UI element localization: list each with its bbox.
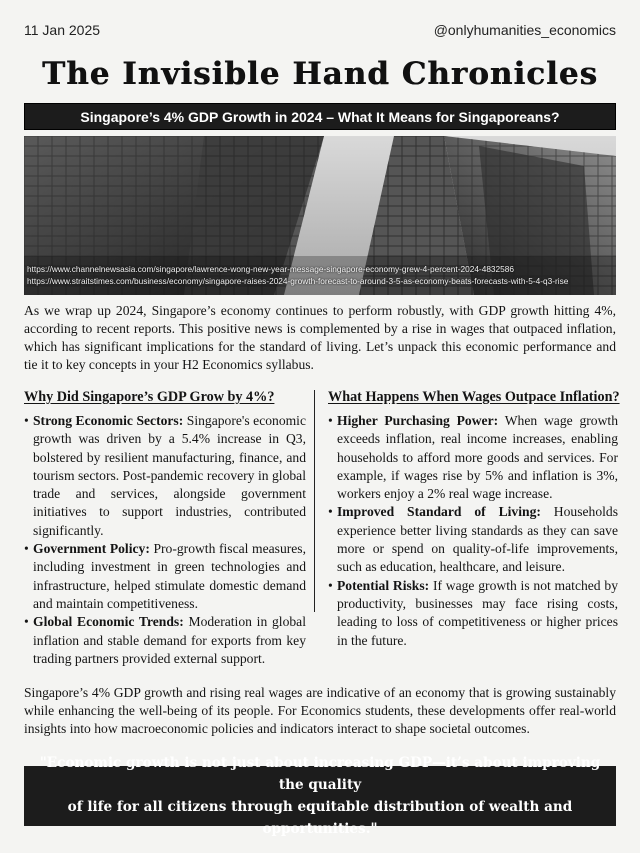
list-item-term: Global Economic Trends: [33, 614, 184, 630]
skyscraper-photo [24, 136, 616, 295]
list-item-term: Potential Risks: [337, 577, 430, 593]
post-date: 11 Jan 2025 [24, 22, 101, 38]
list-item [24, 412, 306, 540]
bullet-icon: • [328, 577, 333, 593]
right-column-list [328, 412, 618, 650]
list-item [24, 540, 306, 613]
bullet-icon: • [24, 614, 29, 630]
photo-credits [27, 263, 612, 287]
right-column [328, 384, 618, 650]
top-bar [24, 20, 616, 40]
photo-credit-link[interactable]: https://www.channelnewsasia.com/singapore/lawrence-wong-new-year-message-singapore-economy-grew-4-percent-2024-4832586 [27, 264, 515, 274]
bullet-icon: • [328, 413, 333, 428]
list-item [328, 577, 618, 650]
left-column-heading: Why Did Singapore’s GDP Grow by 4%? [24, 389, 275, 405]
intro-paragraph: As we wrap up 2024, Singapore’s economy continues to perform robustly, with GDP growth hitting 4%, according to recent reports. This positive news is complemented by a rise in wages that outpaced inflation, which has significant implications for the standard of living. Let’s unpack this economic performance and tie it to key concepts in your H2 Economics syllabus. [24, 303, 616, 372]
photo-credit-link[interactable]: https://www.straitstimes.com/business/economy/singapore-raises-2024-growth-forecast-to-around-3-5-as-economy-beats-forecasts-with-5-4-q3-rise [27, 276, 569, 286]
list-item-term: Government Policy: [33, 541, 150, 557]
list-item-text: Singapore's economic growth was driven by a 5.4% increase in Q3, bolstered by resilient manufacturing, finance, and tourism sectors. Post-pandemic recovery in global trade and services, alongside government initiatives to support industries, contributed significantly. [33, 413, 306, 538]
bullet-icon: • [328, 504, 333, 520]
left-column [24, 384, 306, 668]
list-item [328, 503, 618, 576]
list-item-text: When wage growth exceeds inflation, real income increases, enabling households to afford more goods and services. For example, if wages rise by 5% and inflation is 3%, workers enjoy a 2% real wage increase. [337, 413, 618, 502]
list-item [24, 613, 306, 668]
bullet-icon: • [24, 541, 29, 557]
quote-box [24, 755, 616, 837]
author-handle: @onlyhumanities_economics [433, 22, 616, 38]
article-headline [24, 103, 616, 130]
right-column-heading: What Happens When Wages Outpace Inflation? [328, 389, 620, 405]
headline-text: Singapore’s 4% GDP Growth in 2024 – What It Means for Singaporeans? [80, 108, 560, 125]
list-item-term: Improved Standard of Living: [337, 504, 541, 520]
closing-paragraph: Singapore’s 4% GDP growth and rising real wages are indicative of an economy that is growing sustainably while enhancing the well-being of its people. For Economics students, these developments offer real-world insights into how macroeconomic policies and indicators interact to shape societal outcomes. [24, 685, 616, 736]
bullet-icon: • [24, 413, 29, 428]
masthead-title: The Invisible Hand Chronicles [42, 56, 598, 92]
list-item-text: Moderation in global inflation and stable demand for exports from key trading partners provided external support. [33, 614, 306, 666]
list-item [328, 412, 618, 503]
list-item-text: Pro-growth fiscal measures, including investment in green technologies and infrastructure, helped stimulate domestic demand and maintain competitiveness. [33, 541, 306, 611]
column-divider [314, 390, 315, 612]
list-item-term: Strong Economic Sectors: [33, 413, 184, 428]
list-item-text: Households experience better living standards as they can save more or spend on quality-of-life improvements, such as education, healthcare, and leisure. [337, 504, 618, 575]
quote-line: of life for all citizens through equitable distribution of wealth and opportunities." [67, 799, 573, 837]
list-item-term: Higher Purchasing Power: [337, 413, 499, 428]
quote-line: "Economic growth is not just about increasing GDP—it’s about improving the quality [39, 755, 601, 793]
list-item-text: If wage growth is not matched by productivity, businesses may face rising costs, leading to loss of competitiveness or higher prices in the future. [337, 577, 618, 648]
left-column-list [24, 412, 306, 668]
